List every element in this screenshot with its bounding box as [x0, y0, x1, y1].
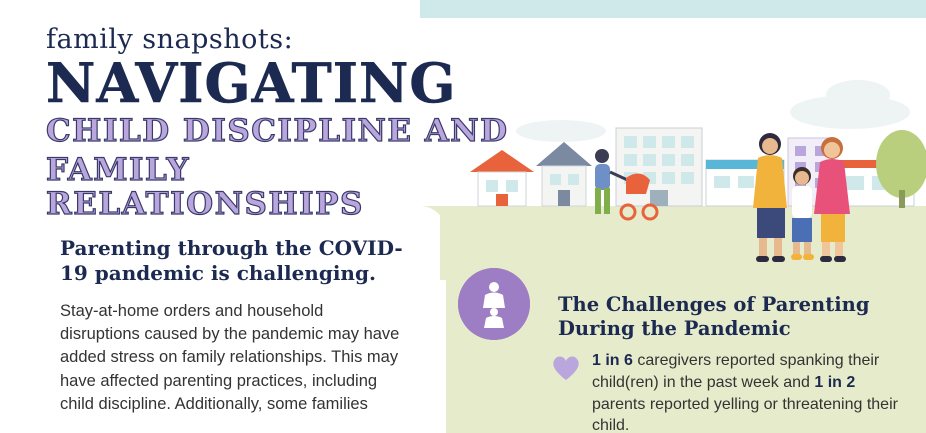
office-building-icon — [616, 128, 702, 206]
page-title: NAVIGATING — [46, 51, 457, 115]
parent-and-child-icon — [458, 268, 530, 340]
heart-icon — [550, 350, 592, 387]
intro-body: Stay-at-home orders and household disruptions caused by the pandemic may have added stress on family relationships. This may have affected parenting practices, including child discipline. Additionally, some families — [60, 301, 400, 414]
intro-column — [60, 236, 405, 417]
intro-heading: Parenting through the COVID-19 pandemic is challenging. — [60, 236, 403, 285]
stat-bold-1: 1 in 6 — [592, 352, 633, 369]
kicker-text: family snapshots: — [46, 24, 294, 55]
stat-text-2: parents reported yelling or threatening their child. — [592, 395, 898, 433]
top-tab-shape — [548, 0, 698, 12]
page-subtitle-line1: CHILD DISCIPLINE AND — [46, 112, 509, 149]
stat-item — [550, 350, 910, 433]
stat-text-1: caregivers reported spanking their child(ren) in the past week and — [592, 352, 880, 391]
cloud-icon — [826, 80, 890, 110]
page-subtitle-line2: FAMILY RELATIONSHIPS — [46, 151, 364, 223]
header-block — [46, 26, 516, 222]
section-heading: The Challenges of Parenting During the Pandemic — [558, 293, 870, 340]
house-icon — [536, 142, 592, 206]
stat-bold-2: 1 in 2 — [814, 373, 856, 391]
stat-text — [592, 350, 910, 433]
